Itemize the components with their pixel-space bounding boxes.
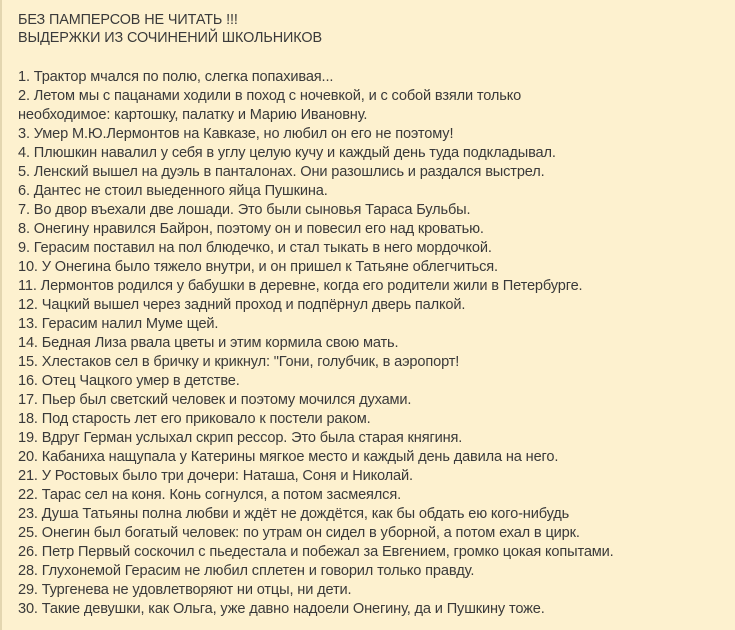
list-item: 30. Такие девушки, как Ольга, уже давно надоели Онегину, да и Пушкину тоже. [18, 601, 545, 617]
quotes-list [18, 68, 735, 619]
post-heading [18, 11, 735, 47]
list-item: 15. Хлестаков сел в бричку и крикнул: "Гони, голубчик, в аэропорт! [18, 354, 460, 370]
list-item: 20. Кабаниха нащупала у Катерины мягкое место и каждый день давила на него. [18, 449, 559, 465]
list-item: 4. Плюшкин навалил у себя в углу целую кучу и каждый день туда подкладывал. [18, 145, 556, 161]
list-item: 11. Лермонтов родился у бабушки в деревне, когда его родители жили в Петербурге. [18, 278, 583, 294]
list-item: 5. Ленский вышел на дуэль в панталонах. Они разошлись и раздался выстрел. [18, 164, 545, 180]
list-item: 6. Дантес не стоил выеденного яйца Пушкина. [18, 183, 328, 199]
list-item: 21. У Ростовых было три дочери: Наташа, Соня и Николай. [18, 468, 413, 484]
list-item: 7. Во двор въехали две лошади. Это были сыновья Тараса Бульбы. [18, 202, 471, 218]
list-item: 13. Герасим налил Муме щей. [18, 316, 219, 332]
list-item: 17. Пьер был светский человек и поэтому мочился духами. [18, 392, 412, 408]
list-item: 9. Герасим поставил на пол блюдечко, и стал тыкать в него мордочкой. [18, 240, 492, 256]
list-item: 8. Онегину нравился Байрон, поэтому он и повесил его над кроватью. [18, 221, 484, 237]
list-item: 10. У Онегина было тяжело внутри, и он пришел к Татьяне облегчиться. [18, 259, 498, 275]
list-item: 18. Под старость лет его приковало к постели раком. [18, 411, 371, 427]
list-item: 25. Онегин был богатый человек: по утрам он сидел в уборной, а потом ехал в цирк. [18, 525, 580, 541]
list-item: 29. Тургенева не удовлетворяют ни отцы, ни дети. [18, 582, 352, 598]
list-item: 14. Бедная Лиза рвала цветы и этим кормила свою мать. [18, 335, 399, 351]
list-item: 23. Душа Татьяны полна любви и ждёт не дождётся, как бы обдать ею кого-нибудь [18, 506, 570, 522]
list-item: 28. Глухонемой Герасим не любил сплетен и говорил только правду. [18, 563, 475, 579]
list-item: 1. Трактор мчался по полю, слегка попахивая... [18, 69, 334, 85]
list-item: 22. Тарас сел на коня. Конь согнулся, а потом засмеялся. [18, 487, 401, 503]
list-item: 19. Вдруг Герман услыхал скрип рессор. Это была старая княгиня. [18, 430, 463, 446]
heading-line-2: ВЫДЕРЖКИ ИЗ СОЧИНЕНИЙ ШКОЛЬНИКОВ [18, 30, 322, 46]
list-item: 12. Чацкий вышел через задний проход и подпёрнул дверь палкой. [18, 297, 466, 313]
list-item: 26. Петр Первый соскочил с пьедестала и побежал за Евгением, громко цокая копытами. [18, 544, 614, 560]
list-item: 3. Умер М.Ю.Лермонтов на Кавказе, но любил он его не поэтому! [18, 126, 454, 142]
list-item: 16. Отец Чацкого умер в детстве. [18, 373, 240, 389]
list-item: необходимое: картошку, палатку и Марию Ивановну. [18, 107, 368, 123]
list-item: 2. Летом мы с пацанами ходили в поход с ночевкой, и с собой взяли только [18, 88, 522, 104]
heading-line-1: БЕЗ ПАМПЕРСОВ НЕ ЧИТАТЬ !!! [18, 12, 238, 28]
